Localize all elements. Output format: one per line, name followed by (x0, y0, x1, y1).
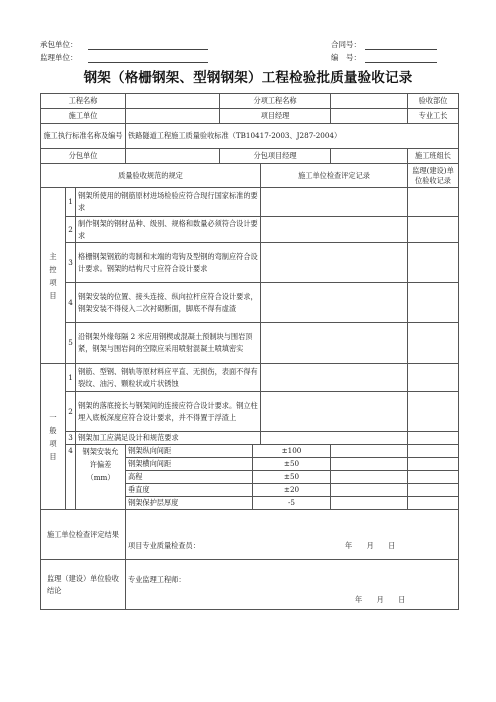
supervision-record-header: 监理(建设)单位验收记录 (408, 164, 459, 188)
main-item-row-1 (41, 188, 459, 217)
acceptance-part-label: 验收部位 (408, 94, 459, 109)
tolerance-label: 钢架安装允许偏差（mm） (76, 445, 126, 510)
main-item-row-4 (41, 283, 459, 323)
foreman-label: 专业工长 (408, 109, 459, 124)
general-item-supervision[interactable] (408, 392, 459, 432)
info-row-4 (41, 149, 459, 164)
general-item-no: 4 (66, 445, 76, 510)
info-row-2 (41, 109, 459, 124)
general-item-text: 钢筋、型钢、钢轨等原材料应平直、无损伤，表面不得有裂纹、油污、颗粒状或片状锈蚀 (76, 364, 261, 392)
main-item-supervision[interactable] (408, 323, 459, 364)
general-item-no: 2 (66, 392, 76, 432)
tolerance-item-value: ±20 (253, 484, 331, 497)
construction-result-label: 施工单位检查评定结果 (41, 510, 126, 560)
main-item-eval[interactable] (261, 243, 408, 283)
team-leader-label: 施工班组长 (408, 149, 459, 164)
general-item-eval[interactable] (261, 392, 408, 432)
tolerance-item-value: ±50 (253, 471, 331, 484)
tolerance-item-eval[interactable] (331, 484, 408, 497)
contract-no-field[interactable] (365, 49, 437, 50)
sub-project-manager-value[interactable] (331, 149, 408, 164)
subcontractor-label: 分包单位 (41, 149, 126, 164)
general-item-eval[interactable] (261, 432, 408, 445)
general-item-no: 3 (66, 432, 76, 445)
tolerance-item-supervision[interactable] (408, 445, 459, 458)
main-item-supervision[interactable] (408, 188, 459, 217)
tolerance-item-eval[interactable] (331, 458, 408, 471)
general-item-supervision[interactable] (408, 364, 459, 392)
tolerance-item-value: ±100 (253, 445, 331, 458)
construction-date: 年 月 日 (345, 541, 396, 550)
main-item-text: 格栅钢架钢筋的弯制和末端的弯钩及型钢的弯制应符合设计要求。钢架的结构尺寸应符合设计要求 (76, 243, 261, 283)
sub-project-manager-label: 分包项目经理 (220, 149, 331, 164)
main-item-no: 4 (66, 283, 76, 323)
tolerance-item-eval[interactable] (331, 445, 408, 458)
tolerance-item-name: 钢架纵向间距 (126, 445, 253, 458)
supervisor-field[interactable] (88, 62, 208, 63)
general-item-eval[interactable] (261, 364, 408, 392)
quality-inspector-label: 项目专业质量检查员： (128, 541, 200, 550)
tolerance-item-name: 钢架保护层厚度 (126, 497, 253, 510)
tolerance-item-name: 高程 (126, 471, 253, 484)
project-name-value[interactable] (126, 94, 220, 109)
main-item-no: 5 (66, 323, 76, 364)
general-items-label: 一般项目 (41, 364, 66, 510)
subcontractor-value[interactable] (126, 149, 220, 164)
main-item-eval[interactable] (261, 283, 408, 323)
general-item-row-3 (41, 432, 459, 445)
main-item-supervision[interactable] (408, 217, 459, 243)
tolerance-item-name: 垂直度 (126, 484, 253, 497)
main-item-row-5 (41, 323, 459, 364)
project-manager-value[interactable] (331, 109, 408, 124)
supervision-date: 年 月 日 (355, 595, 406, 604)
supervision-conclusion-label: 监理（建设）单位验收结论 (41, 560, 126, 610)
general-item-row-1 (41, 364, 459, 392)
tolerance-item-supervision[interactable] (408, 458, 459, 471)
general-item-no: 1 (66, 364, 76, 392)
spec-header: 质量验收规范的规定 (41, 164, 261, 188)
supervisor-label: 监理单位： (40, 53, 78, 62)
supervising-engineer-label: 专业监理工程师： (128, 575, 186, 584)
main-item-text: 钢架所使用的钢筋原材进场检验应符合现行国家标准的要求 (76, 188, 261, 217)
tolerance-row-1 (41, 445, 459, 458)
info-row-3 (41, 124, 459, 149)
standard-value: 铁路隧道工程施工质量验收标准（TB10417-2003、J287-2004） (126, 124, 459, 149)
supervision-conclusion-cell[interactable] (126, 560, 459, 610)
inspection-form-table (40, 93, 459, 610)
tolerance-item-supervision[interactable] (408, 497, 459, 510)
main-items-label: 主控项目 (41, 188, 66, 364)
contract-no-label: 合同号： (331, 40, 361, 49)
construction-result-row (41, 510, 459, 560)
construction-unit-label: 施工单位 (41, 109, 126, 124)
main-item-row-3 (41, 243, 459, 283)
construction-result-cell[interactable] (126, 510, 459, 560)
main-item-text: 沿钢架外缘每隔 2 米应用钢楔或混凝土预制块与围岩顶紧，钢架与围岩间的空隙应采用喷射混凝土喷填密实 (76, 323, 261, 364)
construction-unit-value[interactable] (126, 109, 220, 124)
column-header-row (41, 164, 459, 188)
supervision-conclusion-row (41, 560, 459, 610)
tolerance-item-name: 钢架横向间距 (126, 458, 253, 471)
page-title: 钢架（格栅钢架、型钢钢架）工程检验批质量验收记录 (83, 70, 413, 86)
sub-project-name-value[interactable] (331, 94, 408, 109)
tolerance-item-value: ±50 (253, 458, 331, 471)
main-item-row-2 (41, 217, 459, 243)
main-item-supervision[interactable] (408, 243, 459, 283)
general-item-row-2 (41, 392, 459, 432)
tolerance-item-supervision[interactable] (408, 471, 459, 484)
general-item-text: 钢架的落底接长与钢架间的连接应符合设计要求。钢立柱埋入底板深度应符合设计要求，并不得置于浮渣上 (76, 392, 261, 432)
tolerance-item-eval[interactable] (331, 471, 408, 484)
project-name-label: 工程名称 (41, 94, 126, 109)
main-item-no: 1 (66, 188, 76, 217)
main-item-text: 制作钢架的钢材品种、级别、规格和数量必须符合设计要求 (76, 217, 261, 243)
info-row-1 (41, 94, 459, 109)
tolerance-item-value: -5 (253, 497, 331, 510)
main-item-eval[interactable] (261, 217, 408, 243)
construction-eval-header: 施工单位检查评定记录 (261, 164, 408, 188)
contractor-field[interactable] (88, 49, 208, 50)
main-item-no: 3 (66, 243, 76, 283)
main-item-text: 钢架安装的位置、接头连接、纵向拉杆应符合设计要求，钢架安装不得侵入二次衬砌断面，脚底不得有虚渣 (76, 283, 261, 323)
main-item-eval[interactable] (261, 188, 408, 217)
tolerance-item-supervision[interactable] (408, 484, 459, 497)
main-item-no: 2 (66, 217, 76, 243)
tolerance-item-eval[interactable] (331, 497, 408, 510)
main-item-eval[interactable] (261, 323, 408, 364)
general-item-text: 钢架加工应满足设计和规范要求 (76, 432, 261, 445)
contractor-label: 承包单位： (40, 40, 78, 49)
main-item-supervision[interactable] (408, 283, 459, 323)
serial-no-field[interactable] (365, 62, 437, 63)
project-manager-label: 项目经理 (220, 109, 331, 124)
serial-no-label: 编 号： (331, 53, 361, 62)
sub-project-name-label: 分项工程名称 (220, 94, 331, 109)
standard-label: 施工执行标准名称及编号 (41, 124, 126, 149)
general-item-supervision[interactable] (408, 432, 459, 445)
